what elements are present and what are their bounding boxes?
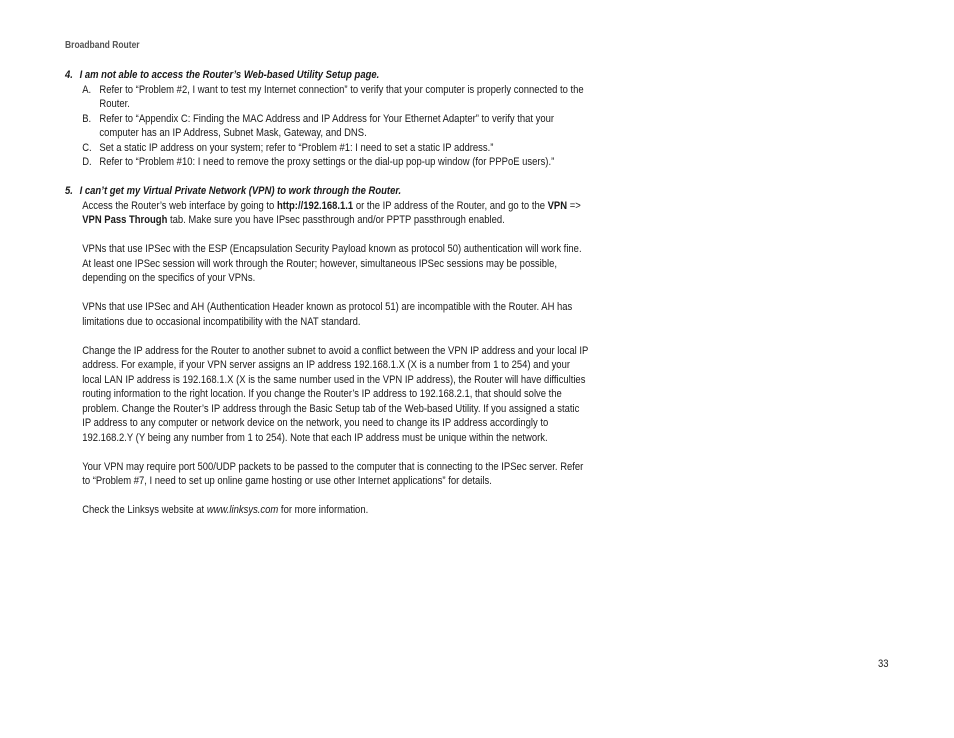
running-header: Broadband Router [65,40,140,51]
list-item-text: Refer to “Problem #10: I need to remove the proxy settings or the dial-up pop-up window (for PPPoE users).” [99,156,555,168]
list-item-letter: D. [82,156,92,168]
question-5-number: 5. [65,185,73,197]
list-item-letter: C. [82,141,92,154]
page-number: 33 [878,658,889,670]
list-item [65,155,590,170]
list-item-text: Set a static IP address on your system; refer to “Problem #1: I need to set a static IP address.” [99,141,494,154]
website-text-1: Check the Linksys website at [82,504,207,516]
list-item-letter: B. [82,112,92,125]
list-item [65,112,590,141]
vpn-access-text-1: Access the Router’s web interface by going to [82,199,277,212]
vpn-access-text-3: tab. Make sure you have IPsec passthrough and/or PPTP passthrough enabled. [167,214,505,226]
port-500-paragraph: Your VPN may require port 500/UDP packets to be passed to the computer that is connecting to the IPSec server. Refer to “Problem #7, I need to set up online game hosting or use other Internet applications” for details. [82,460,584,487]
question-5-text: I can’t get my Virtual Private Network (VPN) to work through the Router. [79,185,402,197]
vpn-access-paragraph [82,199,589,228]
menu-arrow: => [567,199,581,212]
list-item-text: Refer to “Appendix C: Finding the MAC Address and IP Address for Your Ethernet Adapter” to verify that your computer has an IP Address, Subnet Mask, Gateway, and DNS. [99,112,555,139]
router-url: http://192.168.1.1 [276,199,354,212]
list-item-letter: A. [82,83,92,96]
list-item [65,141,590,156]
website-text-2: for more information. [278,504,369,516]
ipsec-ah-paragraph: VPNs that use IPSec and AH (Authentication Header known as protocol 51) are incompatible with the Router. AH has limitations due to occasional incompatibility with the NAT standard. [82,301,573,328]
linksys-website-paragraph [82,503,589,518]
subnet-change-paragraph: Change the IP address for the Router to another subnet to avoid a conflict between the VPN IP address and your local IP address. For example, if your VPN server assigns an IP address 192.168.1.X (X is a number from 1 to 254) and your local LAN IP address is 192.168.1.X (X is the same number used in the VPN IP address), the Router will have difficulties routing information to the right location. If you change the Router’s IP address to 192.168.2.1, that should solve the problem. Change the Router’s IP address through the Basic Setup tab of the Web-based Utility. If you assigned a static IP address to any computer or network device on the network, you need to change its IP address accordingly to 192.168.2.Y (Y being any number from 1 to 254). Note that each IP address must be unique within the network. [82,344,589,444]
section-gap [65,170,590,185]
linksys-website-link: www.linksys.com [206,504,279,516]
question-4-number: 4. [65,69,73,81]
list-item-text: Refer to “Problem #2, I want to test my Internet connection” to verify that your computer is properly connected to the Router. [99,83,584,110]
vpn-pass-through-tab-label: VPN Pass Through [82,214,168,226]
ipsec-esp-paragraph: VPNs that use IPSec with the ESP (Encapsulation Security Payload known as protocol 50) authentication will work fine. At least one IPSec session will work through the Router; however, simultaneous IPSec sessions may be possible, depending on the specifics of your VPNs. [82,243,582,284]
question-4-text: I am not able to access the Router’s Web-based Utility Setup page. [79,69,380,81]
question-4-title [65,68,590,83]
vpn-menu-label: VPN [547,199,568,212]
list-item [65,83,590,112]
question-5-title [65,184,590,199]
page-content [65,68,590,532]
vpn-access-text-2: or the IP address of the Router, and go to the [353,199,548,212]
